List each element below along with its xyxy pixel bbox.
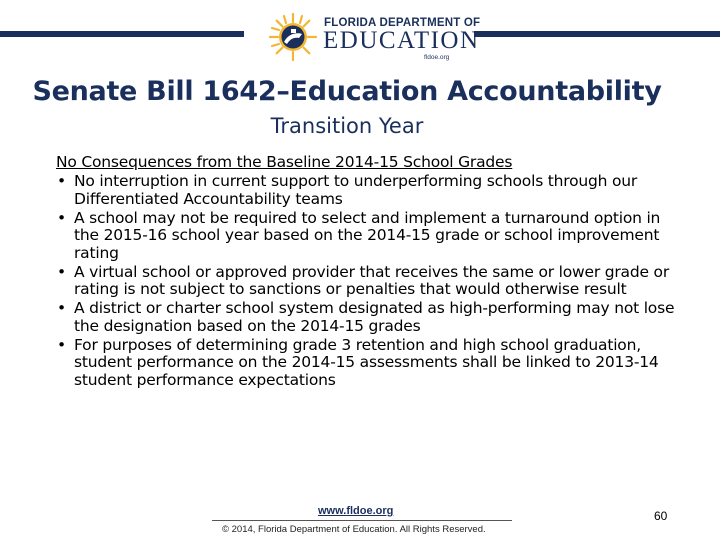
header-bar-right [474, 31, 720, 37]
bullet-list [56, 173, 676, 389]
slide-title: Senate Bill 1642–Education Accountability [32, 76, 662, 107]
footer-divider [212, 520, 512, 521]
sun-seal-icon [266, 10, 320, 64]
bullet-item: • For purposes of determining grade 3 retention and high school graduation, student performance on the 2014-15 assessments shall be linked to 2013-14 student performance expectations [56, 337, 676, 390]
footer-website-link[interactable]: www.fldoe.org [318, 505, 394, 517]
fldoe-logo [264, 8, 481, 66]
logo-website: fldoe.org [424, 54, 450, 61]
bullet-item: • No interruption in current support to underperforming schools through our Differentiated Accountability teams [56, 173, 676, 208]
header-bar-left [0, 31, 244, 37]
logo-line1: FLORIDA DEPARTMENT OF [324, 17, 481, 29]
slide-subtitle: Transition Year [270, 114, 424, 138]
bullet-item: • A school may not be required to select and implement a turnaround option in the 2015-16 school year based on the 2014-15 grade or school improvement rating [56, 210, 676, 263]
section-heading: No Consequences from the Baseline 2014-15 School Grades [56, 153, 513, 171]
footer-copyright: © 2014, Florida Department of Education. All Rights Reserved. [222, 524, 486, 535]
page-number: 60 [654, 509, 668, 523]
slide-content [56, 154, 676, 389]
bullet-item: • A virtual school or approved provider that receives the same or lower grade or rating is not subject to sanctions or penalties that would otherwise result [56, 264, 676, 299]
bullet-item: • A district or charter school system designated as high-performing may not lose the designation based on the 2014-15 grades [56, 300, 676, 335]
logo-line2: EDUCATION [323, 27, 480, 54]
